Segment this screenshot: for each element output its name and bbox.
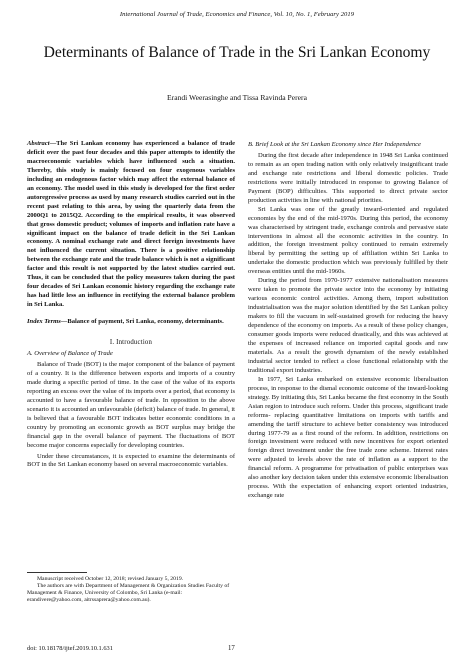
subsection-heading-overview: A. Overview of Balance of Trade [27, 350, 113, 358]
index-terms [27, 318, 235, 327]
section-heading-introduction: I. Introduction [109, 339, 153, 347]
paragraph: During the first decade after independence in 1948 Sri Lanka continued to remain as an open trading nation with only relatively insignificant trade and exchange rate restrictions and liberal domestic policies. Trade restrictions were initially introduced in response to growing Balance of Payment (BOP) difficulties. This supported to direct private sector production activities in line with national priorities. [248, 151, 448, 204]
abstract [27, 140, 235, 310]
footnote [27, 576, 235, 604]
paragraph: In 1977, Sri Lanka embarked on extensive economic liberalisation process, in response to the dismal economic outcome of the inward-looking strategy. By initiating this, Sri Lanka became the first economy in the South Asian region to introduce such reform. Under this process, significant trade reforms- replacing quantitative limitations on imports with tariffs and amending the tariff structure to achieve better consistency was introduced during 1977-79 as a first round of the reform. In addition, restrictions on foreign investment were reduced with new incentives for export oriented foreign direct investment under the free trade zone scheme. Interest rates were adjusted to levels above the rate of inflation as a support to the financial reform. A programme for privatisation of public enterprises was also another key decision taken under this extensive economic liberalisation process. With the expectation of enhancing export oriented industries, exchange rate [248, 375, 448, 500]
left-column [27, 140, 235, 470]
page-number: 17 [228, 645, 235, 652]
abstract-text: —The Sri Lankan economy has experienced a balance of trade deficit over the past four decades and this paper attempts to identify the macroeconomic variables which have influenced such a situation. Thereby, this study is mainly focused on four exogenous variables including an endogenous factor which may affect the external balance of an economy. The model used in this study is developed for the first order autoregressive process as used by many research studies carried out in the recent past relating to this area, by using the quarterly data from the 2000Q1 to 2015Q2. According to the empirical results, it was observed that gross domestic product; volumes of imports and inflation rate have a significant impact on the balance of trade deficit in the Sri Lankan economy. A nominal exchange rate and direct foreign investments have not influenced the current situation. There is a positive relationship between the exchange rate and the trade balance which is not a significant factor and this result is not supported by the latest studies carried out. Thus, it can be concluded that the policy measures taken during the past four decades of Sri Lankan economic history regarding the exchange rate has had little less an influence in rectifying the external balance problem in Sri Lanka. [27, 140, 235, 309]
authors: Erandi Weerasinghe and Tissa Ravinda Perera [167, 93, 307, 102]
abstract-label: Abstract [27, 140, 50, 147]
journal-header: International Journal of Trade, Economics and Finance, Vol. 10, No. 1, February 2019 [119, 11, 355, 18]
footnote-divider [27, 572, 87, 573]
paper-title: Determinants of Balance of Trade in the Sri Lankan Economy [43, 44, 431, 61]
paragraph: Balance of Trade (BOT) is the major component of the balance of payment of a country. It is the difference between exports and imports of a country made during a specific period of time. In the case of the value of its exports reporting an excess over the value of its imports over a period, that economy is accounted to have a favourable balance of trade. In opposition to the above scenario it is accounted an unfavourable (deficit) balance of trade. In general, it is believed that a favourable BOT indicates better economic conditions in a country by promoting an economic growth as BOT surplus may bridge the financial gap in the overall balance of payment. The fluctuations of BOT become major concerns especially for developing countries. [27, 360, 235, 449]
footnote-line: The authors are with Department of Management & Organization Studies Faculty of Management & Finance, University of Colombo, Sri Lanka (e-mail: erandivere@yahoo.com, aitrssaprera@yahoo.com.au). [27, 583, 230, 603]
right-column [248, 139, 448, 501]
paragraph: Under these circumstances, it is expected to examine the determinants of BOT in the Sri Lankan economy based on several macroeconomic variables. [27, 452, 235, 469]
paragraph: During the period from 1970-1977 extensive nationalisation measures were taken to promote the private sector into the economy by initiating various economic control activities. Among them, import substitution industrialisation was the major solution identified by the Sri Lankan policy makers to fill the vacuum in self-sustained growth for reducing the heavy dependence of the economy on imports. As a result of these policy changes, consumer goods imports were reduced drastically, and this was achieved at the expenses of increased reliance on imported capital goods and raw materials. As a result the growth dynamism of the newly established industrial sector tended to reflect a close functional relationship with the traditional export industries. [248, 277, 448, 374]
index-terms-text: —Balance of payment, Sri Lanka, economy, determinants. [60, 318, 224, 326]
subsection-heading-brief-look: B. Brief Look at the Sri Lankan Economy since Her Independence [248, 141, 421, 148]
index-terms-label: Index Terms [27, 318, 61, 326]
doi: doi: 10.18178/ijtef.2019.10.1.631 [27, 645, 113, 652]
footnote-line: Manuscript received October 12, 2018; revised January 5, 2019. [37, 576, 184, 582]
paragraph: Sri Lanka was one of the greatly inward-oriented and regulated economies by the end of the mid-1970s. During this period, the economy was characterised by stringent trade, exchange controls and pervasive state interventions in almost all the economic activities in the country. In addition, the foreign investment policy continued to remain extremely liberal by permitting the setting up of affiliation within Sri Lanka to undertake the domestic production which was previously fulfilled by their overseas entities until the mid-1960s. [248, 205, 448, 276]
